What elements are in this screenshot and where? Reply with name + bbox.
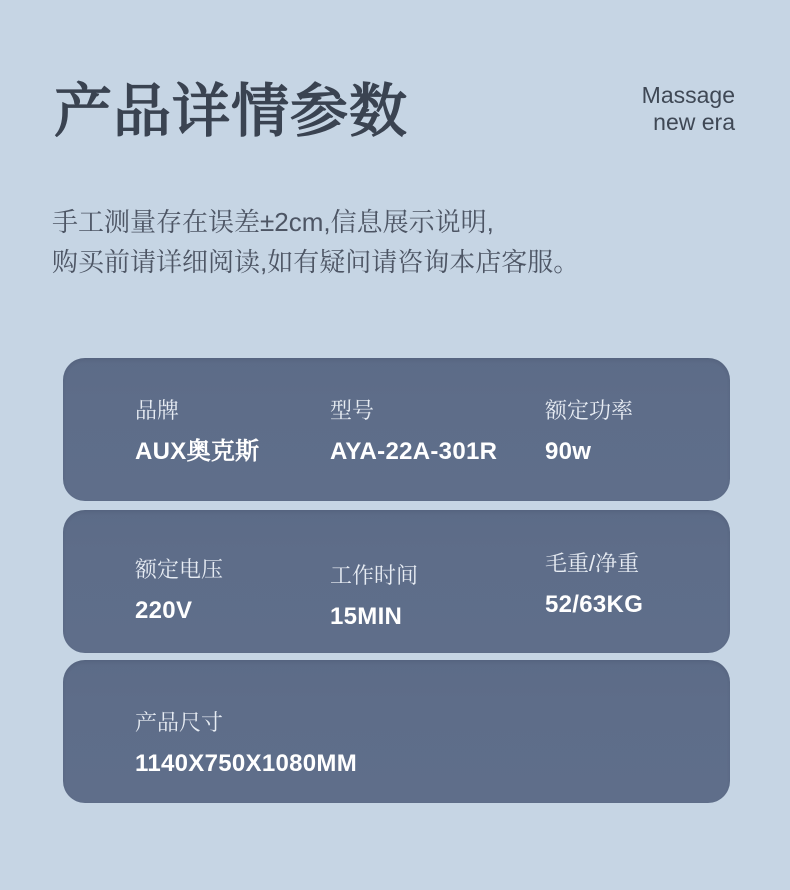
spec-value: 1140X750X1080MM	[135, 750, 357, 777]
spec-label: 额定电压	[135, 557, 224, 582]
spec-value: 90w	[545, 438, 592, 465]
spec-label: 工作时间	[330, 563, 419, 588]
spec-label: 毛重/净重	[545, 551, 640, 576]
spec-card-voltage-time-weight	[63, 510, 730, 653]
spec-item-model	[330, 398, 545, 466]
spec-item-rated-power	[545, 398, 730, 466]
brand-slogan-line1: Massage	[641, 82, 735, 108]
spec-card-brand-model-power	[63, 358, 730, 501]
spec-label: 产品尺寸	[135, 710, 224, 735]
spec-card-grid	[63, 358, 730, 466]
spec-label: 型号	[330, 398, 375, 423]
measurement-notice	[52, 202, 579, 282]
brand-slogan	[642, 82, 735, 136]
spec-card-dimensions	[63, 660, 730, 803]
spec-value: 52/63KG	[545, 591, 644, 618]
spec-value: 15MIN	[330, 603, 403, 630]
spec-value: 220V	[135, 597, 193, 624]
spec-value: AUX奥克斯	[135, 438, 260, 465]
spec-value: AYA-22A-301R	[330, 438, 498, 465]
spec-card-grid	[63, 660, 730, 777]
notice-line1: 手工测量存在误差±2cm,信息展示说明,	[52, 207, 494, 237]
spec-item-weight	[545, 551, 730, 619]
spec-label: 品牌	[135, 398, 180, 423]
page-title: 产品详情参数	[54, 79, 409, 144]
brand-slogan-line2: new era	[653, 109, 735, 135]
spec-card-grid	[63, 510, 730, 630]
spec-label: 额定功率	[545, 398, 634, 423]
spec-item-rated-voltage	[135, 557, 330, 625]
spec-item-working-time	[330, 563, 545, 631]
spec-item-dimensions	[135, 710, 357, 778]
spec-item-brand	[135, 398, 330, 466]
notice-line2: 购买前请详细阅读,如有疑问请咨询本店客服。	[52, 247, 580, 277]
